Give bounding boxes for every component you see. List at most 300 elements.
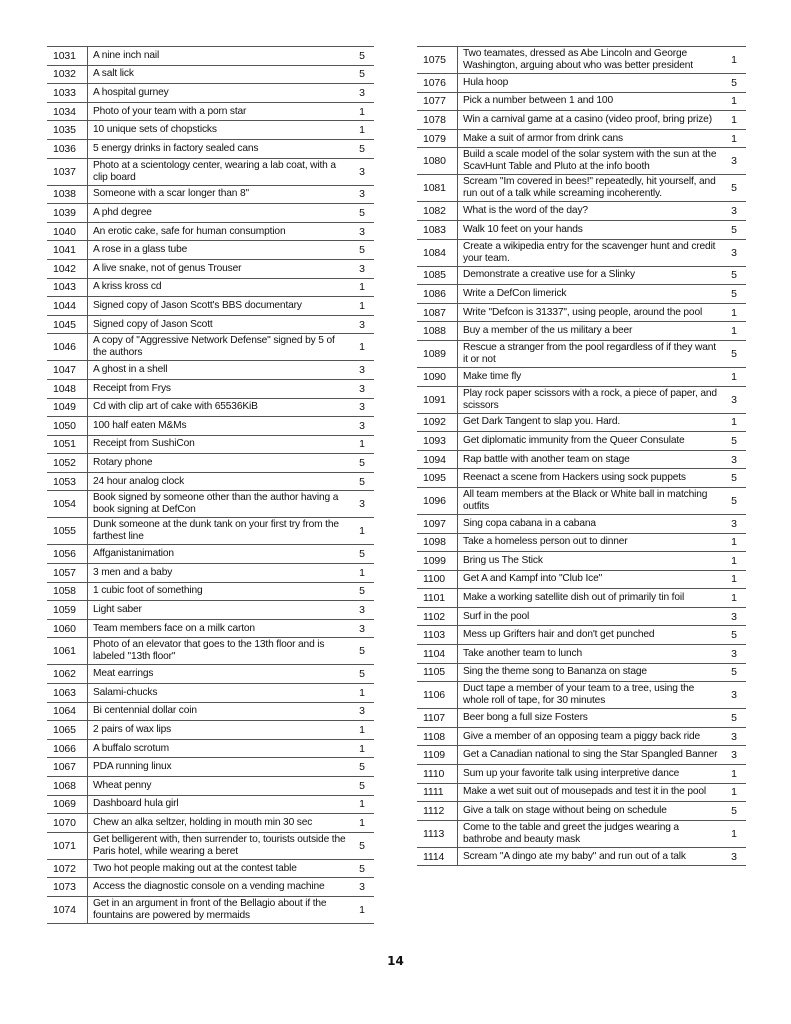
item-points: 3 xyxy=(350,878,374,897)
item-description: Chew an alka seltzer, holding in mouth min 30 sec xyxy=(88,814,351,833)
table-row xyxy=(47,102,374,121)
table-row xyxy=(47,222,374,241)
item-description: Beer bong a full size Fosters xyxy=(458,709,723,728)
item-points: 1 xyxy=(350,896,374,923)
item-description: Rescue a stranger from the pool regardless of if they want it or not xyxy=(458,340,723,367)
item-description: Get belligerent with, then surrender to, tourists outside the Paris hotel, while wearing a beret xyxy=(88,832,351,859)
item-number: 1067 xyxy=(47,758,88,777)
item-points: 1 xyxy=(350,814,374,833)
item-points: 1 xyxy=(350,435,374,454)
item-points: 5 xyxy=(722,469,746,488)
item-description: Book signed by someone other than the author having a book signing at DefCon xyxy=(88,491,351,518)
item-points: 5 xyxy=(350,665,374,684)
item-description: Bi centennial dollar coin xyxy=(88,702,351,721)
item-description: Come to the table and greet the judges wearing a bathrobe and beauty mask xyxy=(458,820,723,847)
item-description: Salami-chucks xyxy=(88,684,351,703)
item-number: 1073 xyxy=(47,878,88,897)
table-row xyxy=(47,491,374,518)
item-description: Dunk someone at the dunk tank on your first try from the farthest line xyxy=(88,518,351,545)
item-number: 1063 xyxy=(47,684,88,703)
table-row xyxy=(47,65,374,84)
item-number: 1098 xyxy=(417,533,458,552)
item-points: 1 xyxy=(722,322,746,341)
item-points: 3 xyxy=(350,379,374,398)
item-number: 1035 xyxy=(47,121,88,140)
item-description: Someone with a scar longer than 8" xyxy=(88,185,351,204)
item-number: 1047 xyxy=(47,361,88,380)
item-number: 1051 xyxy=(47,435,88,454)
table-row xyxy=(417,765,746,784)
table-row xyxy=(47,795,374,814)
item-description: 2 pairs of wax lips xyxy=(88,721,351,740)
item-description: A salt lick xyxy=(88,65,351,84)
table-row xyxy=(47,758,374,777)
item-points: 3 xyxy=(350,185,374,204)
item-description: Duct tape a member of your team to a tree, using the whole roll of tape, for 30 minutes xyxy=(458,682,723,709)
item-points: 5 xyxy=(350,777,374,796)
table-row xyxy=(47,619,374,638)
item-number: 1080 xyxy=(417,148,458,175)
item-number: 1113 xyxy=(417,820,458,847)
table-row xyxy=(47,518,374,545)
item-description: Take a homeless person out to dinner xyxy=(458,533,723,552)
item-description: Get Dark Tangent to slap you. Hard. xyxy=(458,413,723,432)
item-number: 1071 xyxy=(47,832,88,859)
table-row xyxy=(47,121,374,140)
item-points: 5 xyxy=(722,266,746,285)
item-description: A phd degree xyxy=(88,204,351,223)
item-points: 3 xyxy=(722,645,746,664)
item-number: 1041 xyxy=(47,241,88,260)
table-row xyxy=(47,702,374,721)
table-row xyxy=(417,367,746,386)
item-number: 1042 xyxy=(47,259,88,278)
item-points: 5 xyxy=(722,175,746,202)
item-description: What is the word of the day? xyxy=(458,202,723,221)
table-row xyxy=(417,514,746,533)
item-description: Scream "A dingo ate my baby" and run out of a talk xyxy=(458,847,723,866)
item-number: 1107 xyxy=(417,709,458,728)
item-number: 1089 xyxy=(417,340,458,367)
item-number: 1065 xyxy=(47,721,88,740)
table-row xyxy=(417,589,746,608)
item-points: 1 xyxy=(350,278,374,297)
item-description: Play rock paper scissors with a rock, a piece of paper, and scissors xyxy=(458,386,723,413)
item-number: 1064 xyxy=(47,702,88,721)
table-row xyxy=(47,545,374,564)
item-number: 1087 xyxy=(417,303,458,322)
item-description: Write "Defcon is 31337", using people, around the pool xyxy=(458,303,723,322)
item-description: Make a suit of armor from drink cans xyxy=(458,129,723,148)
item-points: 1 xyxy=(722,367,746,386)
item-points: 5 xyxy=(350,859,374,878)
item-description: Get A and Kampf into "Club Ice" xyxy=(458,570,723,589)
item-description: Rap battle with another team on stage xyxy=(458,450,723,469)
table-row xyxy=(417,802,746,821)
table-row xyxy=(47,739,374,758)
item-description: A live snake, not of genus Trouser xyxy=(88,259,351,278)
item-description: Surf in the pool xyxy=(458,607,723,626)
item-points: 1 xyxy=(350,721,374,740)
right-task-table xyxy=(417,46,746,866)
item-description: Hula hoop xyxy=(458,74,723,93)
item-description: Receipt from SushiCon xyxy=(88,435,351,454)
item-number: 1076 xyxy=(417,74,458,93)
item-description: Team members face on a milk carton xyxy=(88,619,351,638)
item-description: Photo of an elevator that goes to the 13th floor and is labeled "13th floor" xyxy=(88,638,351,665)
item-number: 1095 xyxy=(417,469,458,488)
item-number: 1077 xyxy=(417,92,458,111)
item-description: Signed copy of Jason Scott xyxy=(88,315,351,334)
item-number: 1092 xyxy=(417,413,458,432)
item-points: 1 xyxy=(350,564,374,583)
item-number: 1055 xyxy=(47,518,88,545)
item-number: 1032 xyxy=(47,65,88,84)
item-points: 3 xyxy=(350,398,374,417)
table-row xyxy=(417,487,746,514)
item-points: 1 xyxy=(722,47,746,74)
table-row xyxy=(417,175,746,202)
item-number: 1099 xyxy=(417,552,458,571)
item-points: 5 xyxy=(722,626,746,645)
item-description: 100 half eaten M&Ms xyxy=(88,417,351,436)
table-row xyxy=(417,847,746,866)
item-points: 5 xyxy=(722,663,746,682)
table-row xyxy=(47,334,374,361)
item-points: 3 xyxy=(722,847,746,866)
right-task-table-body xyxy=(417,47,746,866)
table-row xyxy=(417,285,746,304)
table-row xyxy=(47,472,374,491)
table-row xyxy=(417,148,746,175)
table-row xyxy=(417,386,746,413)
item-description: 1 cubic foot of something xyxy=(88,582,351,601)
item-number: 1081 xyxy=(417,175,458,202)
item-points: 3 xyxy=(350,619,374,638)
item-points: 1 xyxy=(350,297,374,316)
item-points: 5 xyxy=(722,340,746,367)
item-number: 1086 xyxy=(417,285,458,304)
item-number: 1094 xyxy=(417,450,458,469)
item-points: 5 xyxy=(350,472,374,491)
item-number: 1105 xyxy=(417,663,458,682)
item-number: 1093 xyxy=(417,432,458,451)
item-points: 5 xyxy=(350,638,374,665)
item-description: Affganistanimation xyxy=(88,545,351,564)
item-number: 1034 xyxy=(47,102,88,121)
item-points: 3 xyxy=(350,417,374,436)
item-points: 1 xyxy=(350,518,374,545)
item-number: 1060 xyxy=(47,619,88,638)
item-points: 1 xyxy=(722,820,746,847)
table-row xyxy=(47,832,374,859)
item-description: A buffalo scrotum xyxy=(88,739,351,758)
item-description: Buy a member of the us military a beer xyxy=(458,322,723,341)
item-description: 10 unique sets of chopsticks xyxy=(88,121,351,140)
item-number: 1062 xyxy=(47,665,88,684)
item-points: 5 xyxy=(722,802,746,821)
item-description: Scream "Im covered in bees!" repeatedly, hit yourself, and run out of a talk while screaming incoherently. xyxy=(458,175,723,202)
table-row xyxy=(417,626,746,645)
item-number: 1066 xyxy=(47,739,88,758)
item-description: An erotic cake, safe for human consumption xyxy=(88,222,351,241)
table-row xyxy=(417,533,746,552)
table-row xyxy=(47,684,374,703)
item-number: 1088 xyxy=(417,322,458,341)
table-row xyxy=(47,398,374,417)
item-points: 3 xyxy=(722,148,746,175)
item-description: Sing the theme song to Bananza on stage xyxy=(458,663,723,682)
item-points: 3 xyxy=(722,450,746,469)
item-description: A ghost in a shell xyxy=(88,361,351,380)
item-points: 3 xyxy=(350,601,374,620)
table-row xyxy=(47,435,374,454)
table-row xyxy=(417,92,746,111)
table-row xyxy=(417,820,746,847)
item-description: Give a talk on stage without being on schedule xyxy=(458,802,723,821)
item-number: 1075 xyxy=(417,47,458,74)
table-row xyxy=(417,645,746,664)
item-points: 1 xyxy=(722,570,746,589)
item-number: 1045 xyxy=(47,315,88,334)
item-description: Two hot people making out at the contest table xyxy=(88,859,351,878)
table-row xyxy=(47,777,374,796)
item-description: A nine inch nail xyxy=(88,47,351,66)
item-number: 1033 xyxy=(47,84,88,103)
item-number: 1074 xyxy=(47,896,88,923)
table-row xyxy=(417,682,746,709)
item-points: 5 xyxy=(350,582,374,601)
table-row xyxy=(417,432,746,451)
item-number: 1104 xyxy=(417,645,458,664)
item-points: 5 xyxy=(722,487,746,514)
item-description: PDA running linux xyxy=(88,758,351,777)
item-points: 3 xyxy=(722,386,746,413)
table-row xyxy=(47,896,374,923)
left-task-table xyxy=(47,46,374,924)
table-row xyxy=(47,859,374,878)
item-description: Write a DefCon limerick xyxy=(458,285,723,304)
item-points: 3 xyxy=(350,222,374,241)
item-points: 1 xyxy=(350,121,374,140)
item-points: 1 xyxy=(350,739,374,758)
item-description: Sum up your favorite talk using interpretive dance xyxy=(458,765,723,784)
item-points: 1 xyxy=(722,552,746,571)
item-number: 1079 xyxy=(417,129,458,148)
item-description: Demonstrate a creative use for a Slinky xyxy=(458,266,723,285)
table-row xyxy=(417,322,746,341)
left-task-table-body xyxy=(47,47,374,924)
item-description: Get a Canadian national to sing the Star Spangled Banner xyxy=(458,746,723,765)
table-row xyxy=(47,665,374,684)
item-points: 5 xyxy=(350,241,374,260)
table-row xyxy=(417,607,746,626)
item-number: 1106 xyxy=(417,682,458,709)
item-description: Give a member of an opposing team a piggy back ride xyxy=(458,727,723,746)
item-description: 24 hour analog clock xyxy=(88,472,351,491)
item-points: 1 xyxy=(350,102,374,121)
item-number: 1037 xyxy=(47,158,88,185)
item-description: Get in an argument in front of the Bellagio about if the fountains are powered by mermaids xyxy=(88,896,351,923)
table-row xyxy=(417,239,746,266)
item-number: 1056 xyxy=(47,545,88,564)
item-description: Pick a number between 1 and 100 xyxy=(458,92,723,111)
table-row xyxy=(47,721,374,740)
item-points: 5 xyxy=(350,758,374,777)
item-points: 3 xyxy=(722,682,746,709)
item-points: 5 xyxy=(350,139,374,158)
item-description: Bring us The Stick xyxy=(458,552,723,571)
item-description: All team members at the Black or White ball in matching outfits xyxy=(458,487,723,514)
item-number: 1111 xyxy=(417,783,458,802)
item-description: A rose in a glass tube xyxy=(88,241,351,260)
item-points: 3 xyxy=(350,84,374,103)
item-points: 1 xyxy=(350,795,374,814)
item-number: 1054 xyxy=(47,491,88,518)
table-row xyxy=(47,361,374,380)
table-row xyxy=(417,450,746,469)
table-row xyxy=(417,783,746,802)
item-number: 1082 xyxy=(417,202,458,221)
item-number: 1052 xyxy=(47,454,88,473)
item-number: 1050 xyxy=(47,417,88,436)
item-number: 1091 xyxy=(417,386,458,413)
item-points: 3 xyxy=(722,746,746,765)
item-description: Two teamates, dressed as Abe Lincoln and George Washington, arguing about who was better president xyxy=(458,47,723,74)
table-row xyxy=(47,259,374,278)
item-description: A hospital gurney xyxy=(88,84,351,103)
table-row xyxy=(47,564,374,583)
item-number: 1072 xyxy=(47,859,88,878)
item-points: 5 xyxy=(350,47,374,66)
item-description: Wheat penny xyxy=(88,777,351,796)
table-row xyxy=(417,552,746,571)
table-row xyxy=(47,814,374,833)
item-number: 1053 xyxy=(47,472,88,491)
item-points: 3 xyxy=(722,514,746,533)
item-number: 1112 xyxy=(417,802,458,821)
item-description: Light saber xyxy=(88,601,351,620)
item-description: A kriss kross cd xyxy=(88,278,351,297)
table-row xyxy=(417,47,746,74)
item-number: 1061 xyxy=(47,638,88,665)
item-number: 1059 xyxy=(47,601,88,620)
item-description: Reenact a scene from Hackers using sock puppets xyxy=(458,469,723,488)
table-row xyxy=(47,297,374,316)
item-number: 1044 xyxy=(47,297,88,316)
item-number: 1031 xyxy=(47,47,88,66)
item-points: 1 xyxy=(350,334,374,361)
item-points: 1 xyxy=(722,92,746,111)
item-points: 5 xyxy=(722,285,746,304)
table-row xyxy=(417,202,746,221)
table-row xyxy=(47,47,374,66)
item-points: 3 xyxy=(350,361,374,380)
table-row xyxy=(47,638,374,665)
item-description: Receipt from Frys xyxy=(88,379,351,398)
item-number: 1058 xyxy=(47,582,88,601)
item-number: 1084 xyxy=(417,239,458,266)
item-points: 3 xyxy=(722,607,746,626)
item-description: Get diplomatic immunity from the Queer Consulate xyxy=(458,432,723,451)
item-number: 1085 xyxy=(417,266,458,285)
table-row xyxy=(47,139,374,158)
item-description: Walk 10 feet on your hands xyxy=(458,220,723,239)
item-points: 1 xyxy=(722,765,746,784)
item-number: 1096 xyxy=(417,487,458,514)
item-description: 5 energy drinks in factory sealed cans xyxy=(88,139,351,158)
item-number: 1040 xyxy=(47,222,88,241)
item-number: 1097 xyxy=(417,514,458,533)
item-points: 3 xyxy=(350,315,374,334)
table-row xyxy=(47,185,374,204)
item-description: Rotary phone xyxy=(88,454,351,473)
item-description: Cd with clip art of cake with 65536KiB xyxy=(88,398,351,417)
table-row xyxy=(417,709,746,728)
item-description: Take another team to lunch xyxy=(458,645,723,664)
table-row xyxy=(47,417,374,436)
table-row xyxy=(47,278,374,297)
item-description: Win a carnival game at a casino (video proof, bring prize) xyxy=(458,111,723,130)
item-points: 5 xyxy=(350,65,374,84)
item-points: 1 xyxy=(722,303,746,322)
table-row xyxy=(417,303,746,322)
item-points: 1 xyxy=(350,684,374,703)
item-points: 5 xyxy=(722,432,746,451)
table-row xyxy=(417,746,746,765)
item-description: Photo at a scientology center, wearing a lab coat, with a clip board xyxy=(88,158,351,185)
item-number: 1070 xyxy=(47,814,88,833)
table-row xyxy=(47,84,374,103)
item-number: 1046 xyxy=(47,334,88,361)
table-row xyxy=(417,663,746,682)
item-points: 5 xyxy=(722,74,746,93)
item-points: 5 xyxy=(722,709,746,728)
table-row xyxy=(417,469,746,488)
table-row xyxy=(417,74,746,93)
item-points: 3 xyxy=(722,202,746,221)
table-row xyxy=(47,878,374,897)
item-points: 5 xyxy=(350,454,374,473)
table-row xyxy=(417,266,746,285)
table-row xyxy=(417,413,746,432)
item-description: Access the diagnostic console on a vending machine xyxy=(88,878,351,897)
item-description: Photo of your team with a porn star xyxy=(88,102,351,121)
item-points: 1 xyxy=(722,533,746,552)
item-description: Create a wikipedia entry for the scavenger hunt and credit your team. xyxy=(458,239,723,266)
item-description: Mess up Grifters hair and don't get punched xyxy=(458,626,723,645)
item-number: 1110 xyxy=(417,765,458,784)
item-number: 1100 xyxy=(417,570,458,589)
item-description: Dashboard hula girl xyxy=(88,795,351,814)
item-number: 1083 xyxy=(417,220,458,239)
item-number: 1078 xyxy=(417,111,458,130)
table-row xyxy=(47,601,374,620)
item-number: 1101 xyxy=(417,589,458,608)
page-number: 14 xyxy=(387,954,404,968)
item-points: 1 xyxy=(722,129,746,148)
item-description: Build a scale model of the solar system with the sun at the ScavHunt Table and Pluto at the info booth xyxy=(458,148,723,175)
table-row xyxy=(47,158,374,185)
item-points: 5 xyxy=(350,204,374,223)
item-description: Make time fly xyxy=(458,367,723,386)
item-number: 1048 xyxy=(47,379,88,398)
item-description: 3 men and a baby xyxy=(88,564,351,583)
item-number: 1039 xyxy=(47,204,88,223)
item-points: 3 xyxy=(350,259,374,278)
item-points: 3 xyxy=(722,239,746,266)
item-points: 3 xyxy=(350,491,374,518)
